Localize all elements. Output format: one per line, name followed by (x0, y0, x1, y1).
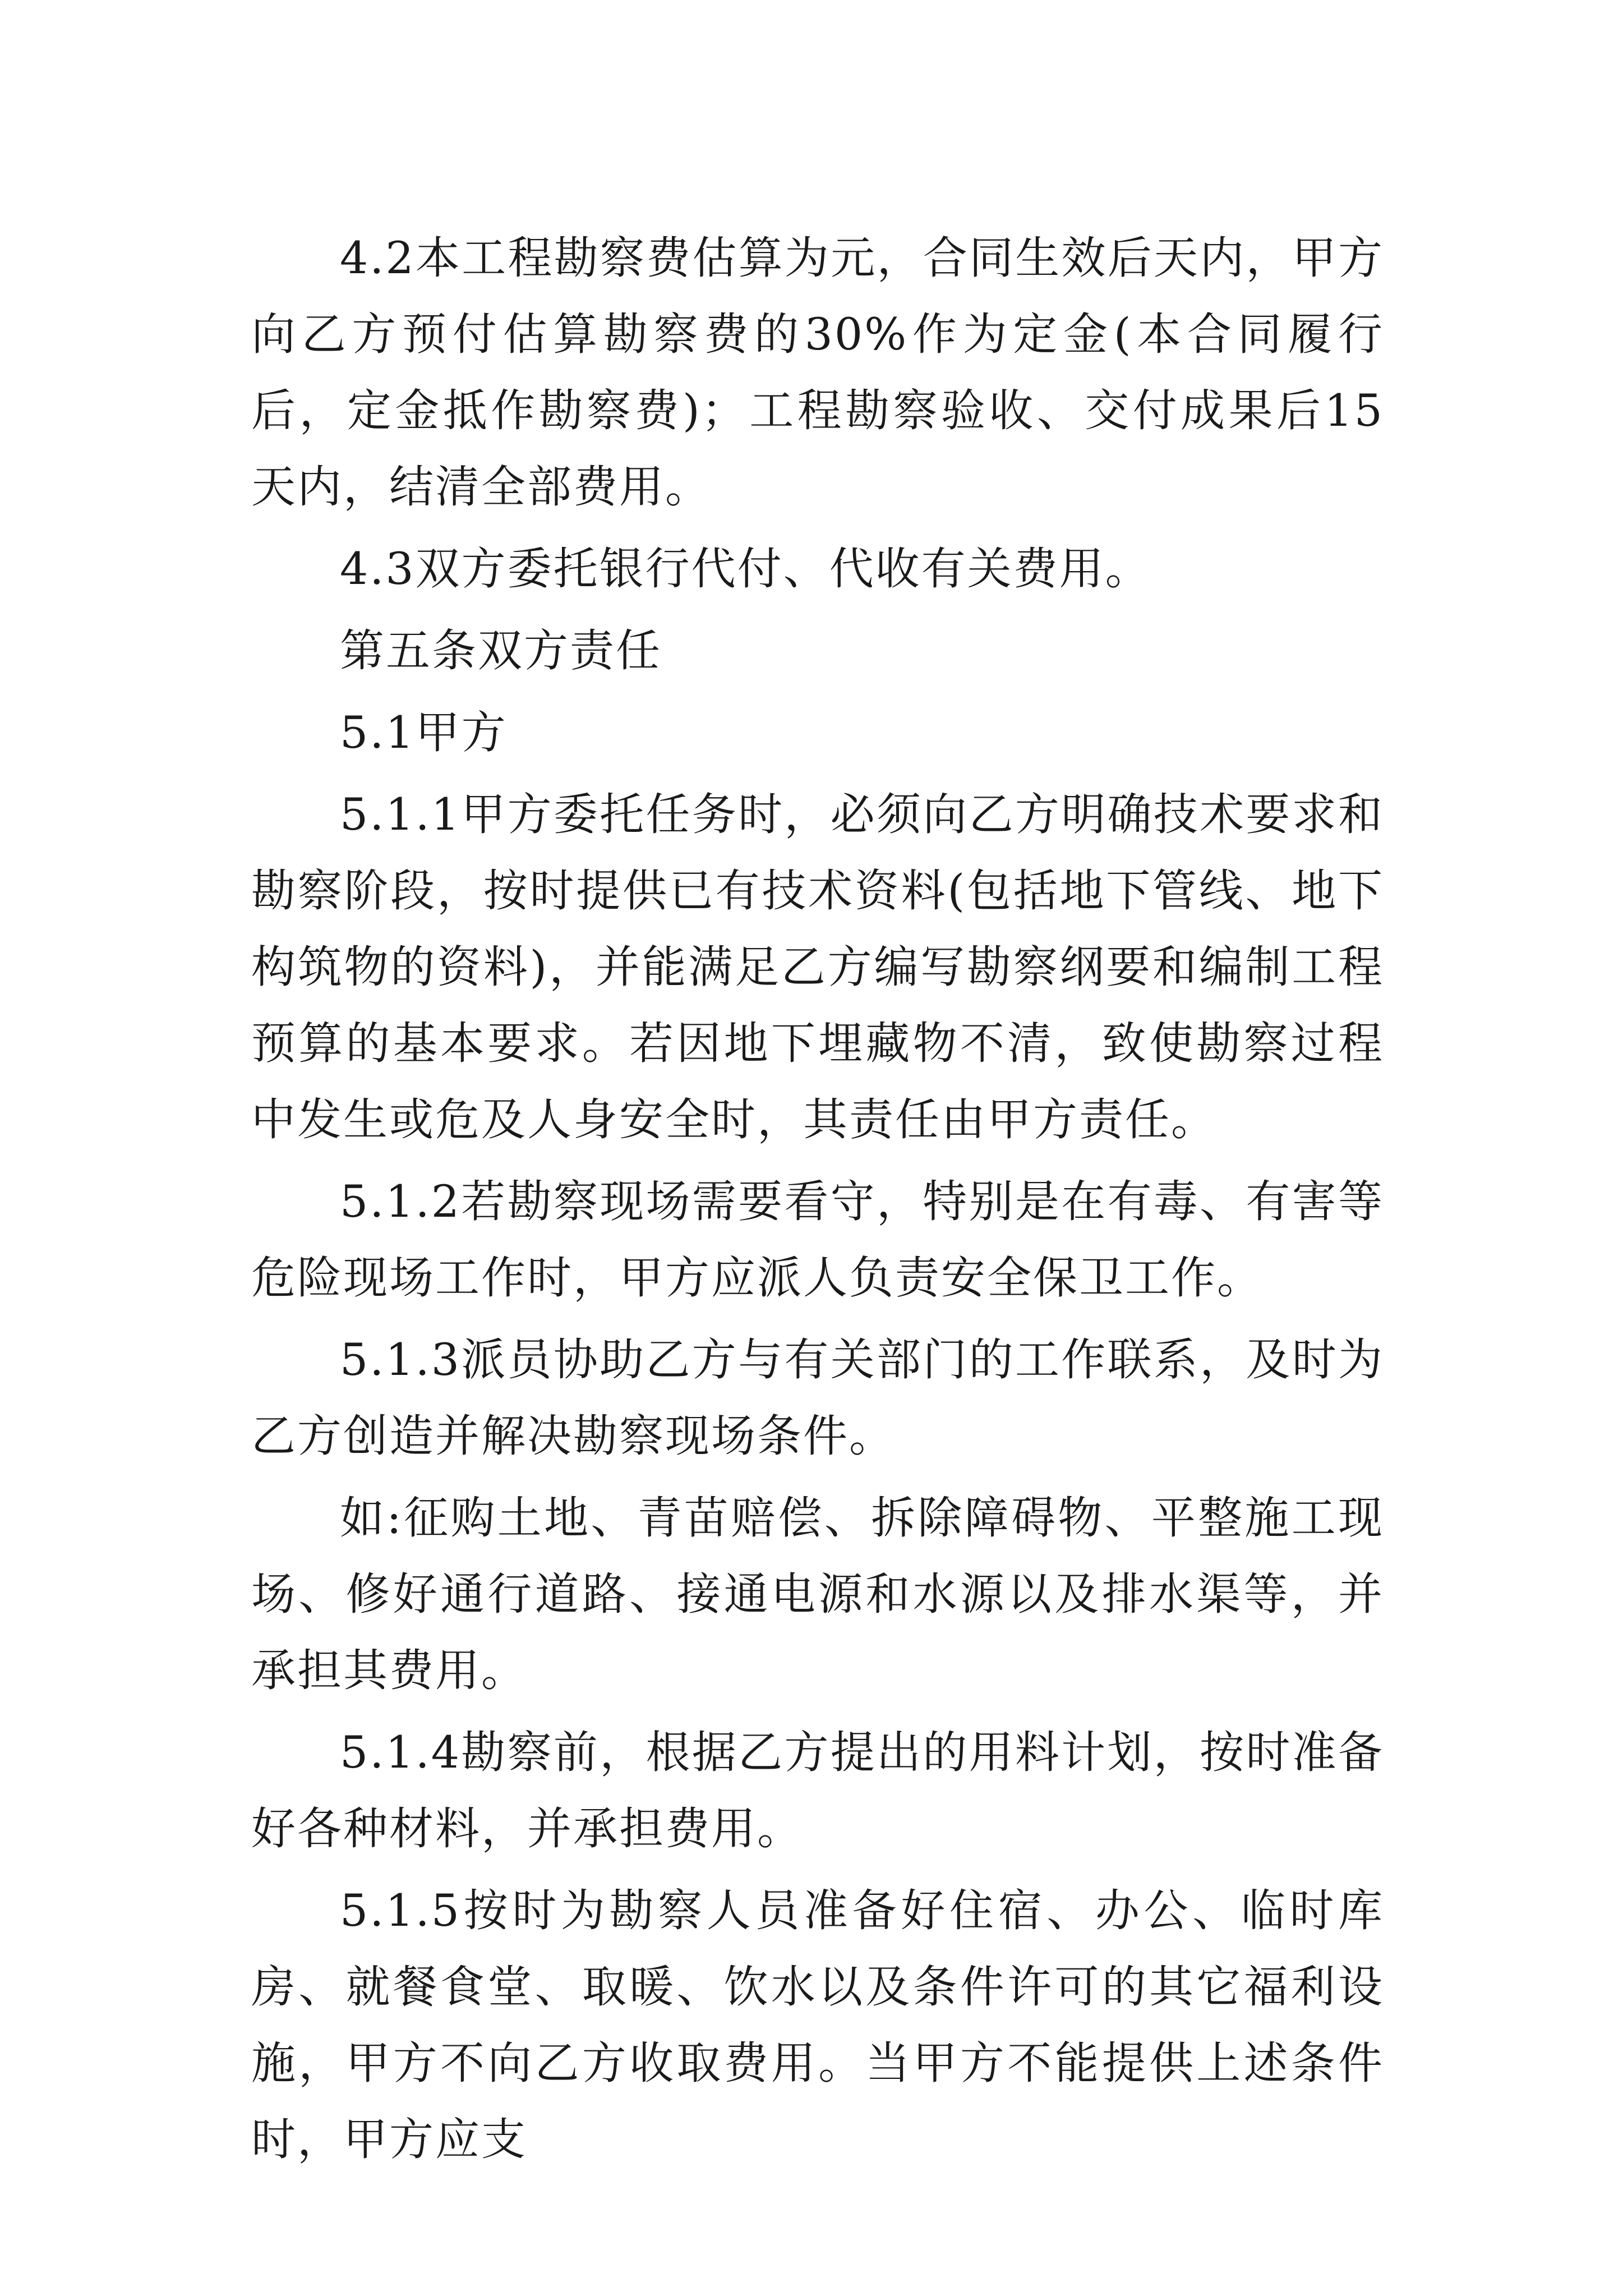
paragraph-5-1-1: 5.1.1甲方委托任务时，必须向乙方明确技术要求和勘察阶段，按时提供已有技术资料(包括地下管线、地下构筑物的资料)，并能满足乙方编写勘察纲要和编制工程预算的基本要求。若因地下埋藏物不清，致使勘察过程中发生或危及人身安全时，其责任由甲方责任。 (251, 789, 1384, 1145)
paragraph-5-1-4: 5.1.4勘察前，根据乙方提出的用料计划，按时准备好各种材料，并承担费用。 (251, 1727, 1384, 1855)
article-5-heading: 第五条双方责任 (340, 625, 662, 677)
paragraph-5-1-2: 5.1.2若勘察现场需要看守，特别是在有毒、有害等危险现场工作时，甲方应派人负责安全保卫工作。 (251, 1176, 1384, 1304)
paragraph-4-3: 4.3双方委托银行代付、代收有关费用。 (340, 543, 1151, 595)
paragraph-example: 如:征购土地、青苗赔偿、拆除障碍物、平整施工现场、修好通行道路、接通电源和水源以及排水渠等，并承担其费用。 (251, 1492, 1384, 1696)
paragraph-5-1-5: 5.1.5按时为勘察人员准备好住宿、办公、临时库房、就餐食堂、取暖、饮水以及条件许可的其它福利设施，甲方不向乙方收取费用。当甲方不能提供上述条件时，甲方应支 (251, 1885, 1384, 2165)
document-body (251, 220, 1384, 2183)
paragraph-4-2: 4.2本工程勘察费估算为元，合同生效后天内，甲方向乙方预付估算勘察费的30%作为定金(本合同履行后，定金抵作勘察费)；工程勘察验收、交付成果后15天内，结清全部费用。 (251, 232, 1384, 513)
paragraph-5-1-3: 5.1.3派员协助乙方与有关部门的工作联系，及时为乙方创造并解决勘察现场条件。 (251, 1334, 1384, 1462)
section-5-1-heading: 5.1甲方 (340, 707, 508, 758)
